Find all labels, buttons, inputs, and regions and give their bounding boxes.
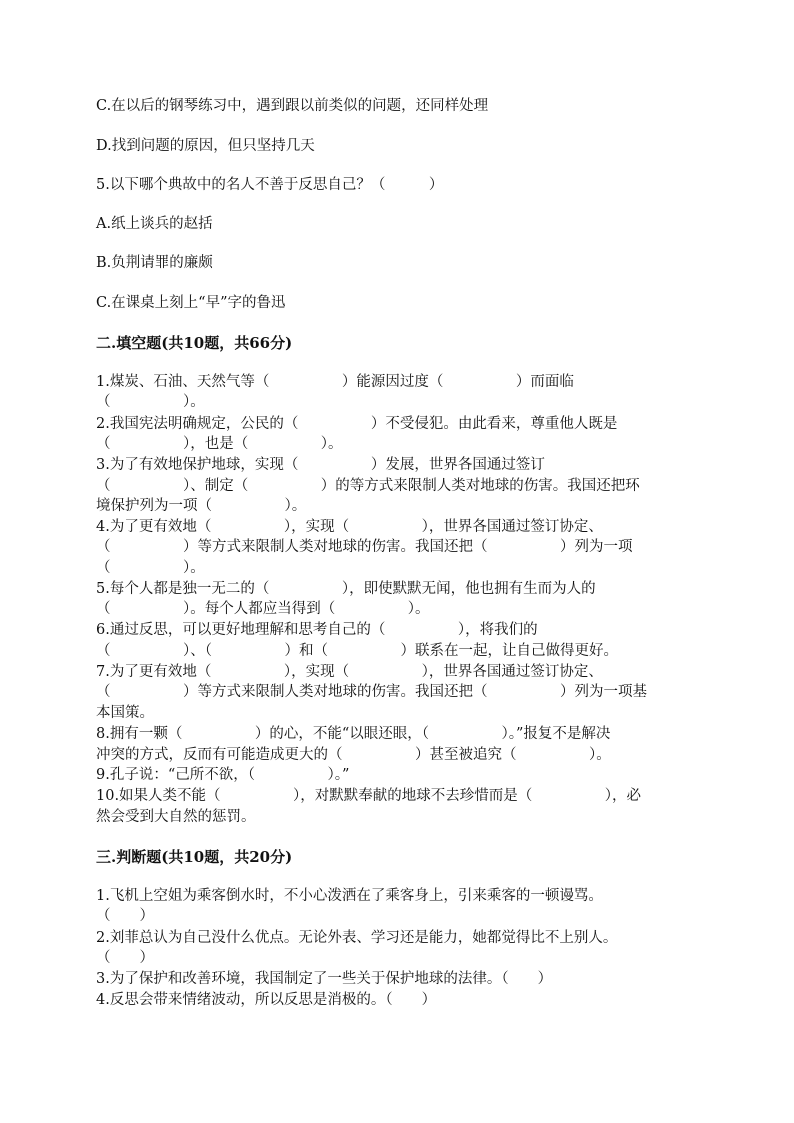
- question-5-option-b: B.负荆请罪的廉颇: [96, 255, 213, 271]
- fill-line: （ ），也是（ ）。: [96, 436, 343, 452]
- question-5-stem: 5.以下哪个典故中的名人不善于反思自己？（ ）: [96, 177, 444, 193]
- fill-line: 本国策。: [96, 705, 154, 721]
- judge-line: 1.飞机上空姐为乘客倒水时，不小心泼洒在了乘客身上，引来乘客的一顿谩骂。: [96, 888, 603, 904]
- question-5-option-c: C.在课桌上刻上“早”字的鲁迅: [96, 295, 286, 311]
- judge-line: 3.为了保护和改善环境，我国制定了一些关于保护地球的法律。（ ）: [96, 971, 553, 987]
- question-5-option-a: A.纸上谈兵的赵括: [96, 216, 213, 232]
- mc-option-d: D.找到问题的原因，但只坚持几天: [96, 138, 315, 154]
- judge-line: （ ）: [96, 950, 154, 966]
- fill-line: （ ）、（ ）和（ ）联系在一起，让自己做得更好。: [96, 643, 618, 659]
- fill-line: 3.为了有效地保护地球，实现（ ）发展，世界各国通过签订: [96, 457, 545, 473]
- fill-line: 2.我国宪法明确规定，公民的（ ）不受侵犯。由此看来，尊重他人既是: [96, 416, 618, 432]
- fill-line: （ ）、制定（ ）的等方式来限制人类对地球的伤害。我国还把环: [96, 478, 640, 494]
- judge-line: 2.刘菲总认为自己没什么优点。无论外表、学习还是能力，她都觉得比不上别人。: [96, 930, 618, 946]
- fill-line: 冲突的方式，反而有可能造成更大的（ ）甚至被追究（ ）。: [96, 747, 611, 763]
- fill-line: 10.如果人类不能（ ），对默默奉献的地球不去珍惜而是（ ），必: [96, 788, 642, 804]
- fill-line: （ ）等方式来限制人类对地球的伤害。我国还把（ ）列为一项: [96, 539, 633, 555]
- fill-line: 1.煤炭、石油、天然气等（ ）能源因过度（ ）而面临: [96, 374, 574, 390]
- fill-line: 5.每个人都是独一无二的（ ），即使默默无闻，他也拥有生而为人的: [96, 581, 596, 597]
- fill-line: （ ）。每个人都应当得到（ ）。: [96, 601, 430, 617]
- fill-section-heading: 二.填空题(共10题，共66分): [96, 334, 293, 352]
- fill-line: 境保护列为一项（ ）。: [96, 498, 307, 514]
- fill-line: 7.为了更有效地（ ），实现（ ），世界各国通过签订协定、: [96, 664, 603, 680]
- judge-section-heading: 三.判断题(共10题，共20分): [96, 848, 293, 866]
- fill-line: （ ）。: [96, 394, 205, 410]
- fill-line: 9.孔子说：“己所不欲，（ ）。”: [96, 767, 350, 783]
- fill-line: 4.为了更有效地（ ），实现（ ），世界各国通过签订协定、: [96, 519, 603, 535]
- fill-line: （ ）。: [96, 560, 205, 576]
- judge-line: 4.反思会带来情绪波动，所以反思是消极的。（ ）: [96, 992, 437, 1008]
- judge-line: （ ）: [96, 908, 154, 924]
- fill-line: 然会受到大自然的惩罚。: [96, 809, 256, 825]
- fill-line: 8.拥有一颗（ ）的心，不能“以眼还眼，（ ）。”报复不是解决: [96, 726, 611, 742]
- fill-line: 6.通过反思，可以更好地理解和思考自己的（ ），将我们的: [96, 622, 538, 638]
- mc-option-c: C.在以后的钢琴练习中，遇到跟以前类似的问题，还同样处理: [96, 98, 489, 114]
- fill-line: （ ）等方式来限制人类对地球的伤害。我国还把（ ）列为一项基: [96, 684, 647, 700]
